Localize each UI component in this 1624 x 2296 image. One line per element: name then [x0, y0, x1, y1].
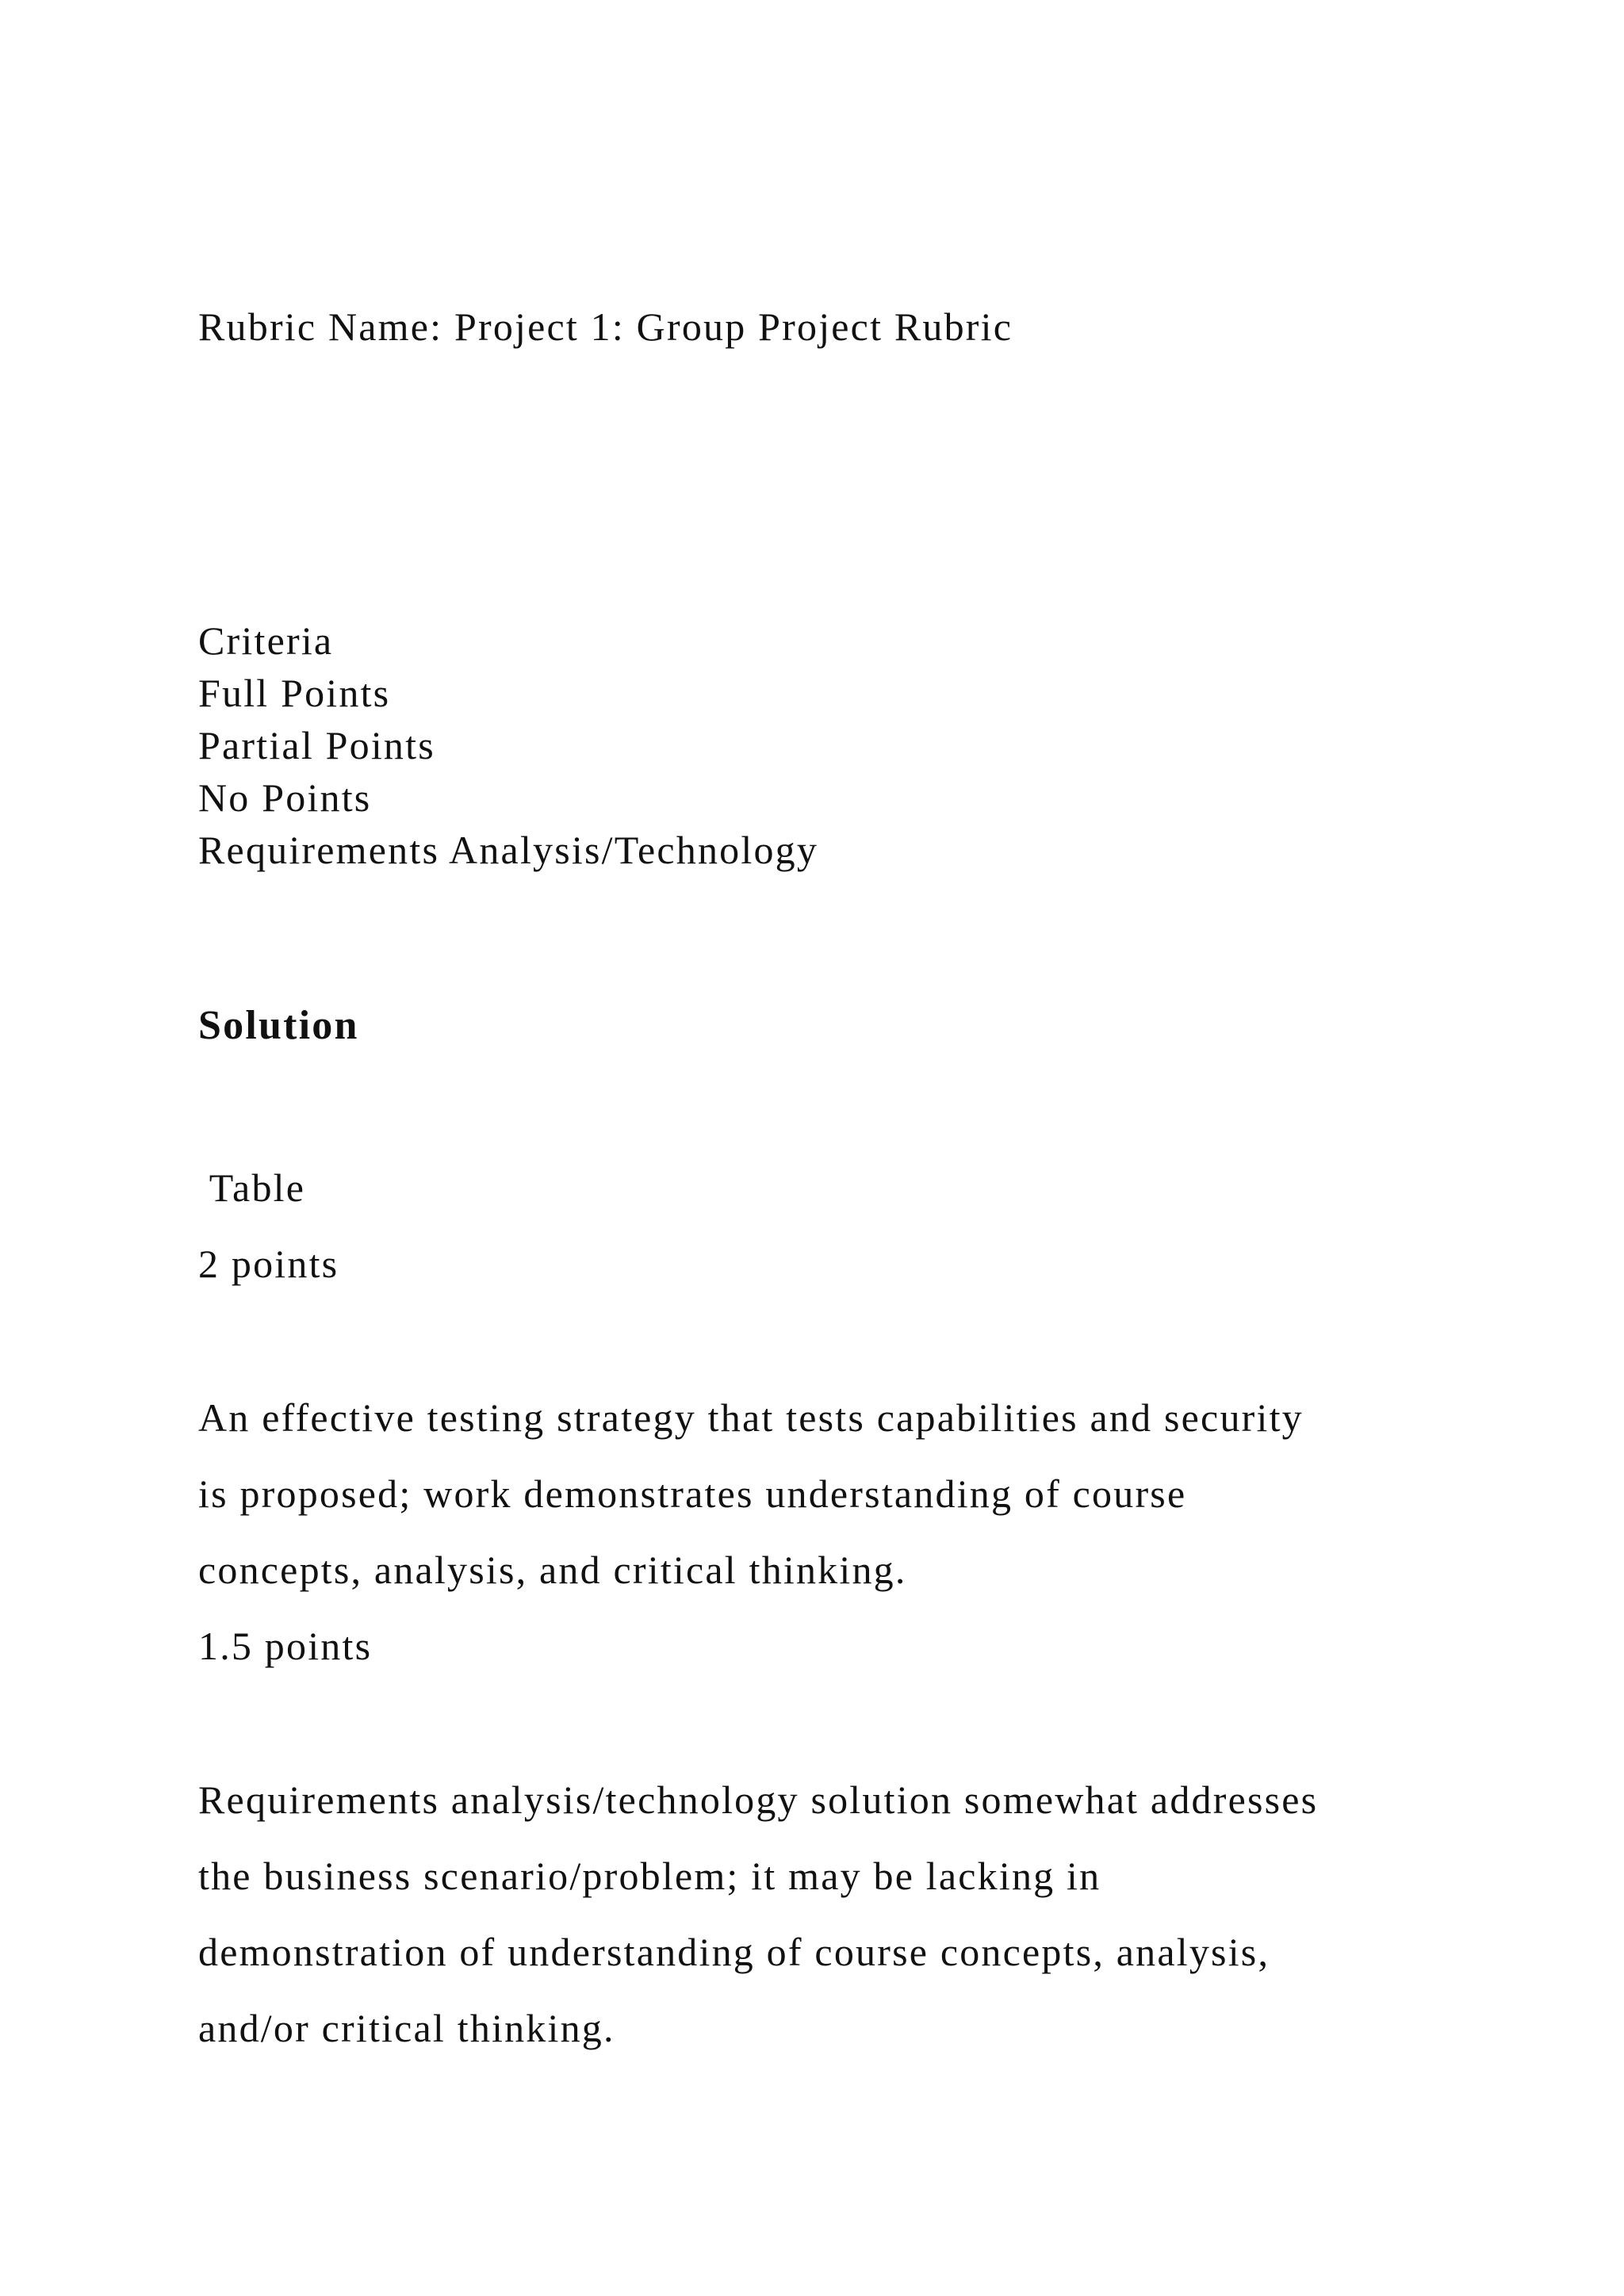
full-points-description-line: An effective testing strategy that tests capabilities and security — [198, 1395, 1304, 1440]
header-row-full-points: Full Points — [198, 671, 391, 715]
rubric-name: Rubric Name: Project 1: Group Project Rubric — [198, 304, 1013, 349]
header-row-criteria: Criteria — [198, 618, 334, 663]
header-row-partial-points: Partial Points — [198, 723, 435, 767]
partial-points-description-line: demonstration of understanding of course concepts, analysis, — [198, 1930, 1270, 1974]
partial-points-description-line: the business scenario/problem; it may be lacking in — [198, 1854, 1101, 1898]
full-points-description-line: concepts, analysis, and critical thinking. — [198, 1548, 907, 1592]
section-heading: Solution — [198, 1003, 359, 1048]
full-points-description-line: is proposed; work demonstrates understanding of course — [198, 1471, 1187, 1516]
header-row-requirements: Requirements Analysis/Technology — [198, 828, 819, 872]
header-row-no-points: No Points — [198, 775, 372, 820]
partial-points-description-line: Requirements analysis/technology solution somewhat addresses — [198, 1777, 1319, 1822]
partial-points-description-line: and/or critical thinking. — [198, 2006, 615, 2050]
partial-points-value: 1.5 points — [198, 1624, 373, 1668]
table-label: Table — [198, 1165, 306, 1210]
full-points-value: 2 points — [198, 1242, 339, 1286]
